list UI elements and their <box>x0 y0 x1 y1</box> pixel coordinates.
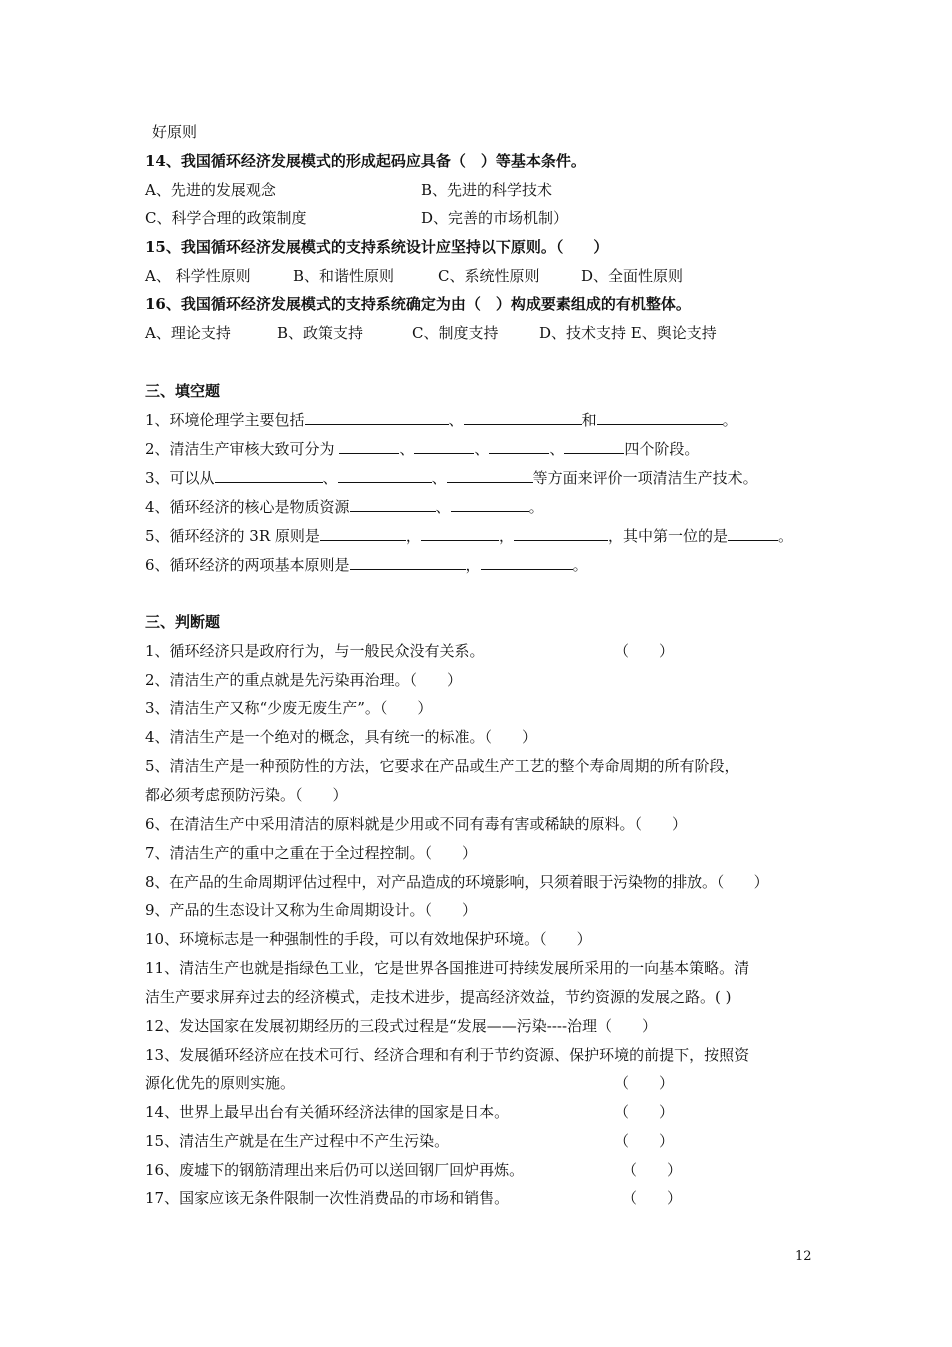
option-b: B、和谐性原则 <box>293 267 395 285</box>
blank[interactable] <box>597 410 723 425</box>
answer-paren[interactable]: （ ） <box>614 1074 675 1092</box>
option-d: D、全面性原则 <box>581 267 684 285</box>
fill-item-5 <box>145 526 793 546</box>
judge-item-17: 17、国家应该无条件限制一次性消费品的市场和销售。 <box>145 1189 510 1207</box>
question-14: 14、我国循环经济发展模式的形成起码应具备（ ）等基本条件。 <box>145 152 586 170</box>
blank[interactable] <box>339 439 399 454</box>
option-a: A、 科学性原则 <box>145 267 251 285</box>
blank[interactable] <box>338 468 432 483</box>
blank[interactable] <box>481 555 573 570</box>
option-b: B、先进的科学技术 <box>421 181 553 199</box>
blank[interactable] <box>514 526 608 541</box>
fill-heading: 三、填空题 <box>145 382 221 400</box>
fill-text: 5、循环经济的 3R 原则是 <box>145 527 320 545</box>
fill-item-3 <box>145 468 758 488</box>
option-d-e: D、技术支持 E、舆论支持 <box>539 324 717 342</box>
judge-item-13: 13、发展循环经济应在技术可行、经济合理和有利于节约资源、保护环境的前提下，按照资 <box>145 1046 750 1064</box>
fill-text: 、 <box>322 469 338 487</box>
fill-text: 、 <box>474 440 490 458</box>
blank[interactable] <box>447 468 533 483</box>
fill-text: 4、循环经济的核心是物质资源 <box>145 498 350 516</box>
blank[interactable] <box>489 439 549 454</box>
blank[interactable] <box>350 497 436 512</box>
fill-text: 、 <box>549 440 565 458</box>
judge-item-14: 14、世界上最早出台有关循环经济法律的国家是日本。 <box>145 1103 510 1121</box>
option-c: C、制度支持 <box>412 324 499 342</box>
judge-item-6: 6、在清洁生产中采用清洁的原料就是少用或不同有毒有害或稀缺的原料。（ ） <box>145 815 688 833</box>
judge-item-11: 11、清洁生产也就是指绿色工业，它是世界各国推进可持续发展所采用的一向基本策略。清 <box>145 959 750 977</box>
answer-paren[interactable]: （ ） <box>622 1161 683 1179</box>
option-a: A、理论支持 <box>145 324 231 342</box>
blank[interactable] <box>464 410 582 425</box>
fill-text: 、 <box>399 440 415 458</box>
fill-item-1 <box>145 410 738 430</box>
judge-item-10: 10、环境标志是一种强制性的手段，可以有效地保护环境。（ ） <box>145 930 592 948</box>
judge-item-16: 16、废墟下的钢筋清理出来后仍可以送回钢厂回炉再炼。 <box>145 1161 525 1179</box>
page-number: 12 <box>795 1249 812 1264</box>
judge-item-5-cont: 都必须考虑预防污染。（ ） <box>145 786 348 804</box>
prev-question-continuation: 好原则 <box>152 123 198 141</box>
blank[interactable] <box>215 468 323 483</box>
option-a: A、先进的发展观念 <box>145 181 276 199</box>
blank[interactable] <box>414 439 474 454</box>
judge-heading: 三、判断题 <box>145 613 221 631</box>
fill-text: 6、循环经济的两项基本原则是 <box>145 556 350 574</box>
fill-text: 和 <box>581 411 597 429</box>
fill-text: 2、清洁生产审核大致可分为 <box>145 440 340 458</box>
fill-text: 、 <box>435 498 451 516</box>
fill-text: 、 <box>448 411 464 429</box>
fill-text: ， <box>405 527 421 545</box>
fill-text: 、 <box>431 469 447 487</box>
fill-text: 。 <box>572 556 588 574</box>
blank[interactable] <box>421 526 499 541</box>
fill-item-2 <box>145 439 699 459</box>
fill-text: 四个阶段。 <box>624 440 700 458</box>
judge-item-5: 5、清洁生产是一种预防性的方法，它要求在产品或生产工艺的整个寿命周期的所有阶段， <box>145 757 740 775</box>
judge-item-12: 12、发达国家在发展初期经历的三段式过程是“发展——污染----治理（ ） <box>145 1017 658 1035</box>
fill-text: 。 <box>722 411 738 429</box>
fill-text: ， <box>465 556 481 574</box>
judge-item-15: 15、清洁生产就是在生产过程中不产生污染。 <box>145 1132 450 1150</box>
fill-text: ，其中第一位的是 <box>607 527 728 545</box>
judge-item-1: 1、循环经济只是政府行为，与一般民众没有关系。 <box>145 642 485 660</box>
fill-text: ， <box>498 527 514 545</box>
option-d: D、完善的市场机制） <box>421 209 569 227</box>
option-c: C、科学合理的政策制度 <box>145 209 307 227</box>
fill-text: 3、可以从 <box>145 469 215 487</box>
judge-item-8: 8、在产品的生命周期评估过程中，对产品造成的环境影响，只须着眼于污染物的排放。（ ） <box>145 873 769 891</box>
fill-text: 。 <box>528 498 544 516</box>
fill-item-6 <box>145 555 588 575</box>
answer-paren[interactable]: （ ） <box>614 642 675 660</box>
judge-item-2: 2、清洁生产的重点就是先污染再治理。（ ） <box>145 671 463 689</box>
judge-item-11-cont: 洁生产要求屏弃过去的经济模式，走技术进步，提高经济效益，节约资源的发展之路。( ) <box>145 988 732 1006</box>
judge-item-3: 3、清洁生产又称“少废无废生产”。（ ） <box>145 699 433 717</box>
blank[interactable] <box>728 526 778 541</box>
question-15: 15、我国循环经济发展模式的支持系统设计应坚持以下原则。（ ） <box>145 238 609 256</box>
blank[interactable] <box>305 410 449 425</box>
blank[interactable] <box>350 555 466 570</box>
answer-paren[interactable]: （ ） <box>614 1103 675 1121</box>
judge-item-13-cont: 源化优先的原则实施。 <box>145 1074 296 1092</box>
blank[interactable] <box>320 526 406 541</box>
judge-item-4: 4、清洁生产是一个绝对的概念，具有统一的标准。（ ） <box>145 728 538 746</box>
answer-paren[interactable]: （ ） <box>622 1189 683 1207</box>
fill-item-4 <box>145 497 544 517</box>
question-16: 16、我国循环经济发展模式的支持系统确定为由（ ）构成要素组成的有机整体。 <box>145 295 691 313</box>
blank[interactable] <box>564 439 624 454</box>
option-c: C、系统性原则 <box>438 267 540 285</box>
judge-item-9: 9、产品的生态设计又称为生命周期设计。（ ） <box>145 901 478 919</box>
answer-paren[interactable]: （ ） <box>614 1132 675 1150</box>
fill-text: 。 <box>777 527 793 545</box>
fill-text: 1、环境伦理学主要包括 <box>145 411 305 429</box>
judge-item-7: 7、清洁生产的重中之重在于全过程控制。（ ） <box>145 844 478 862</box>
option-b: B、政策支持 <box>277 324 364 342</box>
blank[interactable] <box>451 497 529 512</box>
fill-text: 等方面来评价一项清洁生产技术。 <box>532 469 758 487</box>
